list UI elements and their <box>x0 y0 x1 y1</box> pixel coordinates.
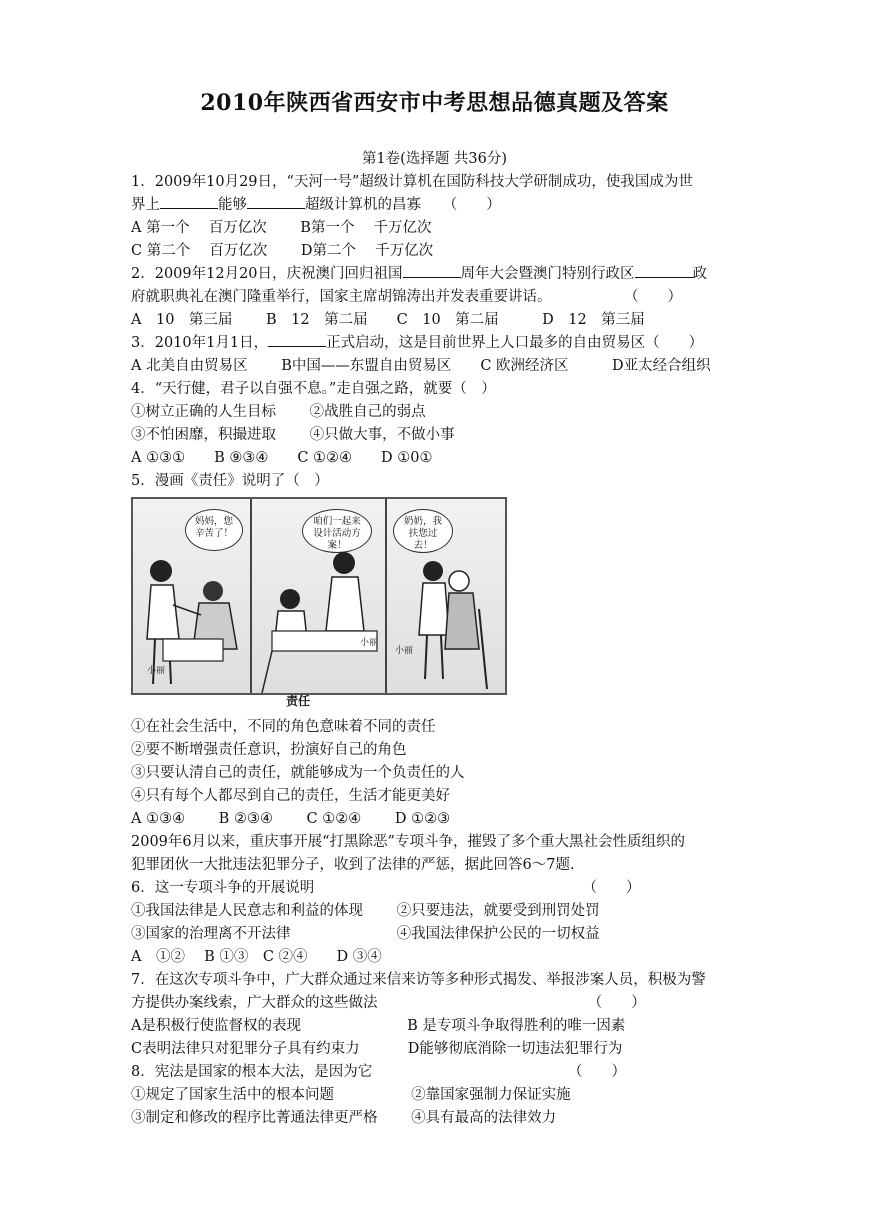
question-1-stem: 1．2009年10月29日，“天河一号”超级计算机在国防科技大学研制成功，使我国成为世 <box>131 174 693 190</box>
question-4-item-3-4: ③不怕困靡，积撮进取 ④只做大事，不做小事 <box>131 427 455 443</box>
question-5-stem: 5．漫画《责任》说明了（ ） <box>131 473 329 489</box>
comic-panel-2 <box>252 499 387 693</box>
character-name: 小丽 <box>147 666 166 676</box>
comic-panel-1 <box>133 499 252 693</box>
question-6-item-1-2: ①我国法律是人民意志和利益的体现 ②只要违法，就要受到刑罚处罚 <box>131 903 600 919</box>
question-7-options-ab: A是积极行使监督权的表现 B 是专项斗争取得胜利的唯一因素 <box>131 1018 626 1034</box>
section-heading: 第1卷(选择题 共36分) <box>361 151 508 167</box>
character-name: 小丽 <box>360 638 379 648</box>
question-3-stem: 3．2010年1月1日， 正式启动，这是目前世界上人口最多的自由贸易区（ ） <box>131 332 703 354</box>
page-title: 2010年陕西省西安市中考思想品德真题及答案 <box>200 90 669 116</box>
question-1-options-cd: C 第二个 百万亿次 D第二个 千万亿次 <box>131 243 434 259</box>
question-8-stem: 8．宪法是国家的根本大法，是因为它 （ ） <box>131 1064 626 1080</box>
question-6-options: A ①② B ①③ C ②④ D ③④ <box>131 949 382 965</box>
question-6-stem: 6．这一专项斗争的开展说明 （ ） <box>131 880 641 896</box>
question-5-options: A ①③④ B ②③④ C ①②④ D ①②③ <box>131 811 451 827</box>
question-7-stem-cont: 方提供办案线索，广大群众的这些做法 （ ） <box>131 995 646 1011</box>
question-6-item-3-4: ③国家的治理离不开法律 ④我国法律保护公民的一切权益 <box>131 926 600 942</box>
answer-blank <box>160 194 218 209</box>
question-2-options: A 10 第三届 B 12 第二届 C 10 第二届 D 12 第三届 <box>131 312 645 328</box>
character-name: 小丽 <box>395 646 414 656</box>
question-4-stem: 4．“天行健，君子以自强不息。”走自强之路，就要（ ） <box>131 381 496 397</box>
question-4-options: A ①③① B ⑨③④ C ①②④ D ①0① <box>131 450 433 466</box>
question-8-item-3-4: ③制定和修改的程序比菁通法律更严格 ④具有最高的法律效力 <box>131 1110 557 1126</box>
classmates-illustration <box>252 499 387 693</box>
question-5-item-3: ③只要认清自己的责任，就能够成为一个负责任的人 <box>131 765 465 781</box>
answer-blank <box>635 263 693 278</box>
question-2-stem: 2．2009年12月20日，庆祝澳门回归祖国 周年大会暨澳门特别行政区 政 <box>131 263 707 285</box>
question-8-item-1-2: ①规定了国家生活中的根本问题 ②靠国家强制力保证实施 <box>131 1087 571 1103</box>
question-2-stem-cont: 府就职典礼在澳门隆重举行，国家主席胡锦涛出并发表重要讲话。 （ ） <box>131 289 682 305</box>
answer-blank <box>403 263 461 278</box>
question-5-item-1: ①在社会生活中，不同的角色意味着不同的责任 <box>131 719 436 735</box>
answer-blank <box>247 194 305 209</box>
helping-grandma-illustration <box>387 499 505 693</box>
question-1-options-ab: A 第一个 百万亿次 B第一个 千万亿次 <box>131 220 432 236</box>
answer-blank <box>268 332 326 347</box>
speech-bubble: 奶奶，我扶您过去！ <box>393 509 453 553</box>
question-7-stem: 7．在这次专项斗争中，广大群众通过来信来访等多种形式揭发、举报涉案人员，积极为警 <box>131 972 706 988</box>
comic-panel-3 <box>387 499 505 693</box>
question-5-item-4: ④只有每个人都尽到自己的责任，生活才能更美好 <box>131 788 450 804</box>
question-1-stem-cont: 界上 能够 超级计算机的昌寡 （ ） <box>131 194 501 216</box>
speech-bubble: 咱们一起来设计活动方案！ <box>302 509 372 553</box>
comic-responsibility <box>131 497 507 695</box>
question-5-item-2: ②要不断增强责任意识，扮演好自己的角色 <box>131 742 407 758</box>
comic-caption: 责任 <box>286 694 311 708</box>
question-4-item-1-2: ①树立正确的人生目标 ②战胜自己的弱点 <box>131 404 426 420</box>
question-7-options-cd: C表明法律只对犯罪分子具有约束力 D能够彻底消除一切违法犯罪行为 <box>131 1041 623 1057</box>
material-intro-cont: 犯罪团伙一大批违法犯罪分子，收到了法律的严惩，据此回答6～7题. <box>131 857 575 873</box>
speech-bubble: 妈妈，您辛苦了！ <box>185 509 243 551</box>
question-3-options: A 北美自由贸易区 B中国——东盟自由贸易区 C 欧洲经济区 D亚太经合组织 <box>131 358 711 374</box>
material-intro: 2009年6月以来，重庆事开展“打黑除恶”专项斗争，摧毁了多个重大黑社会性质组织的 <box>131 834 685 850</box>
